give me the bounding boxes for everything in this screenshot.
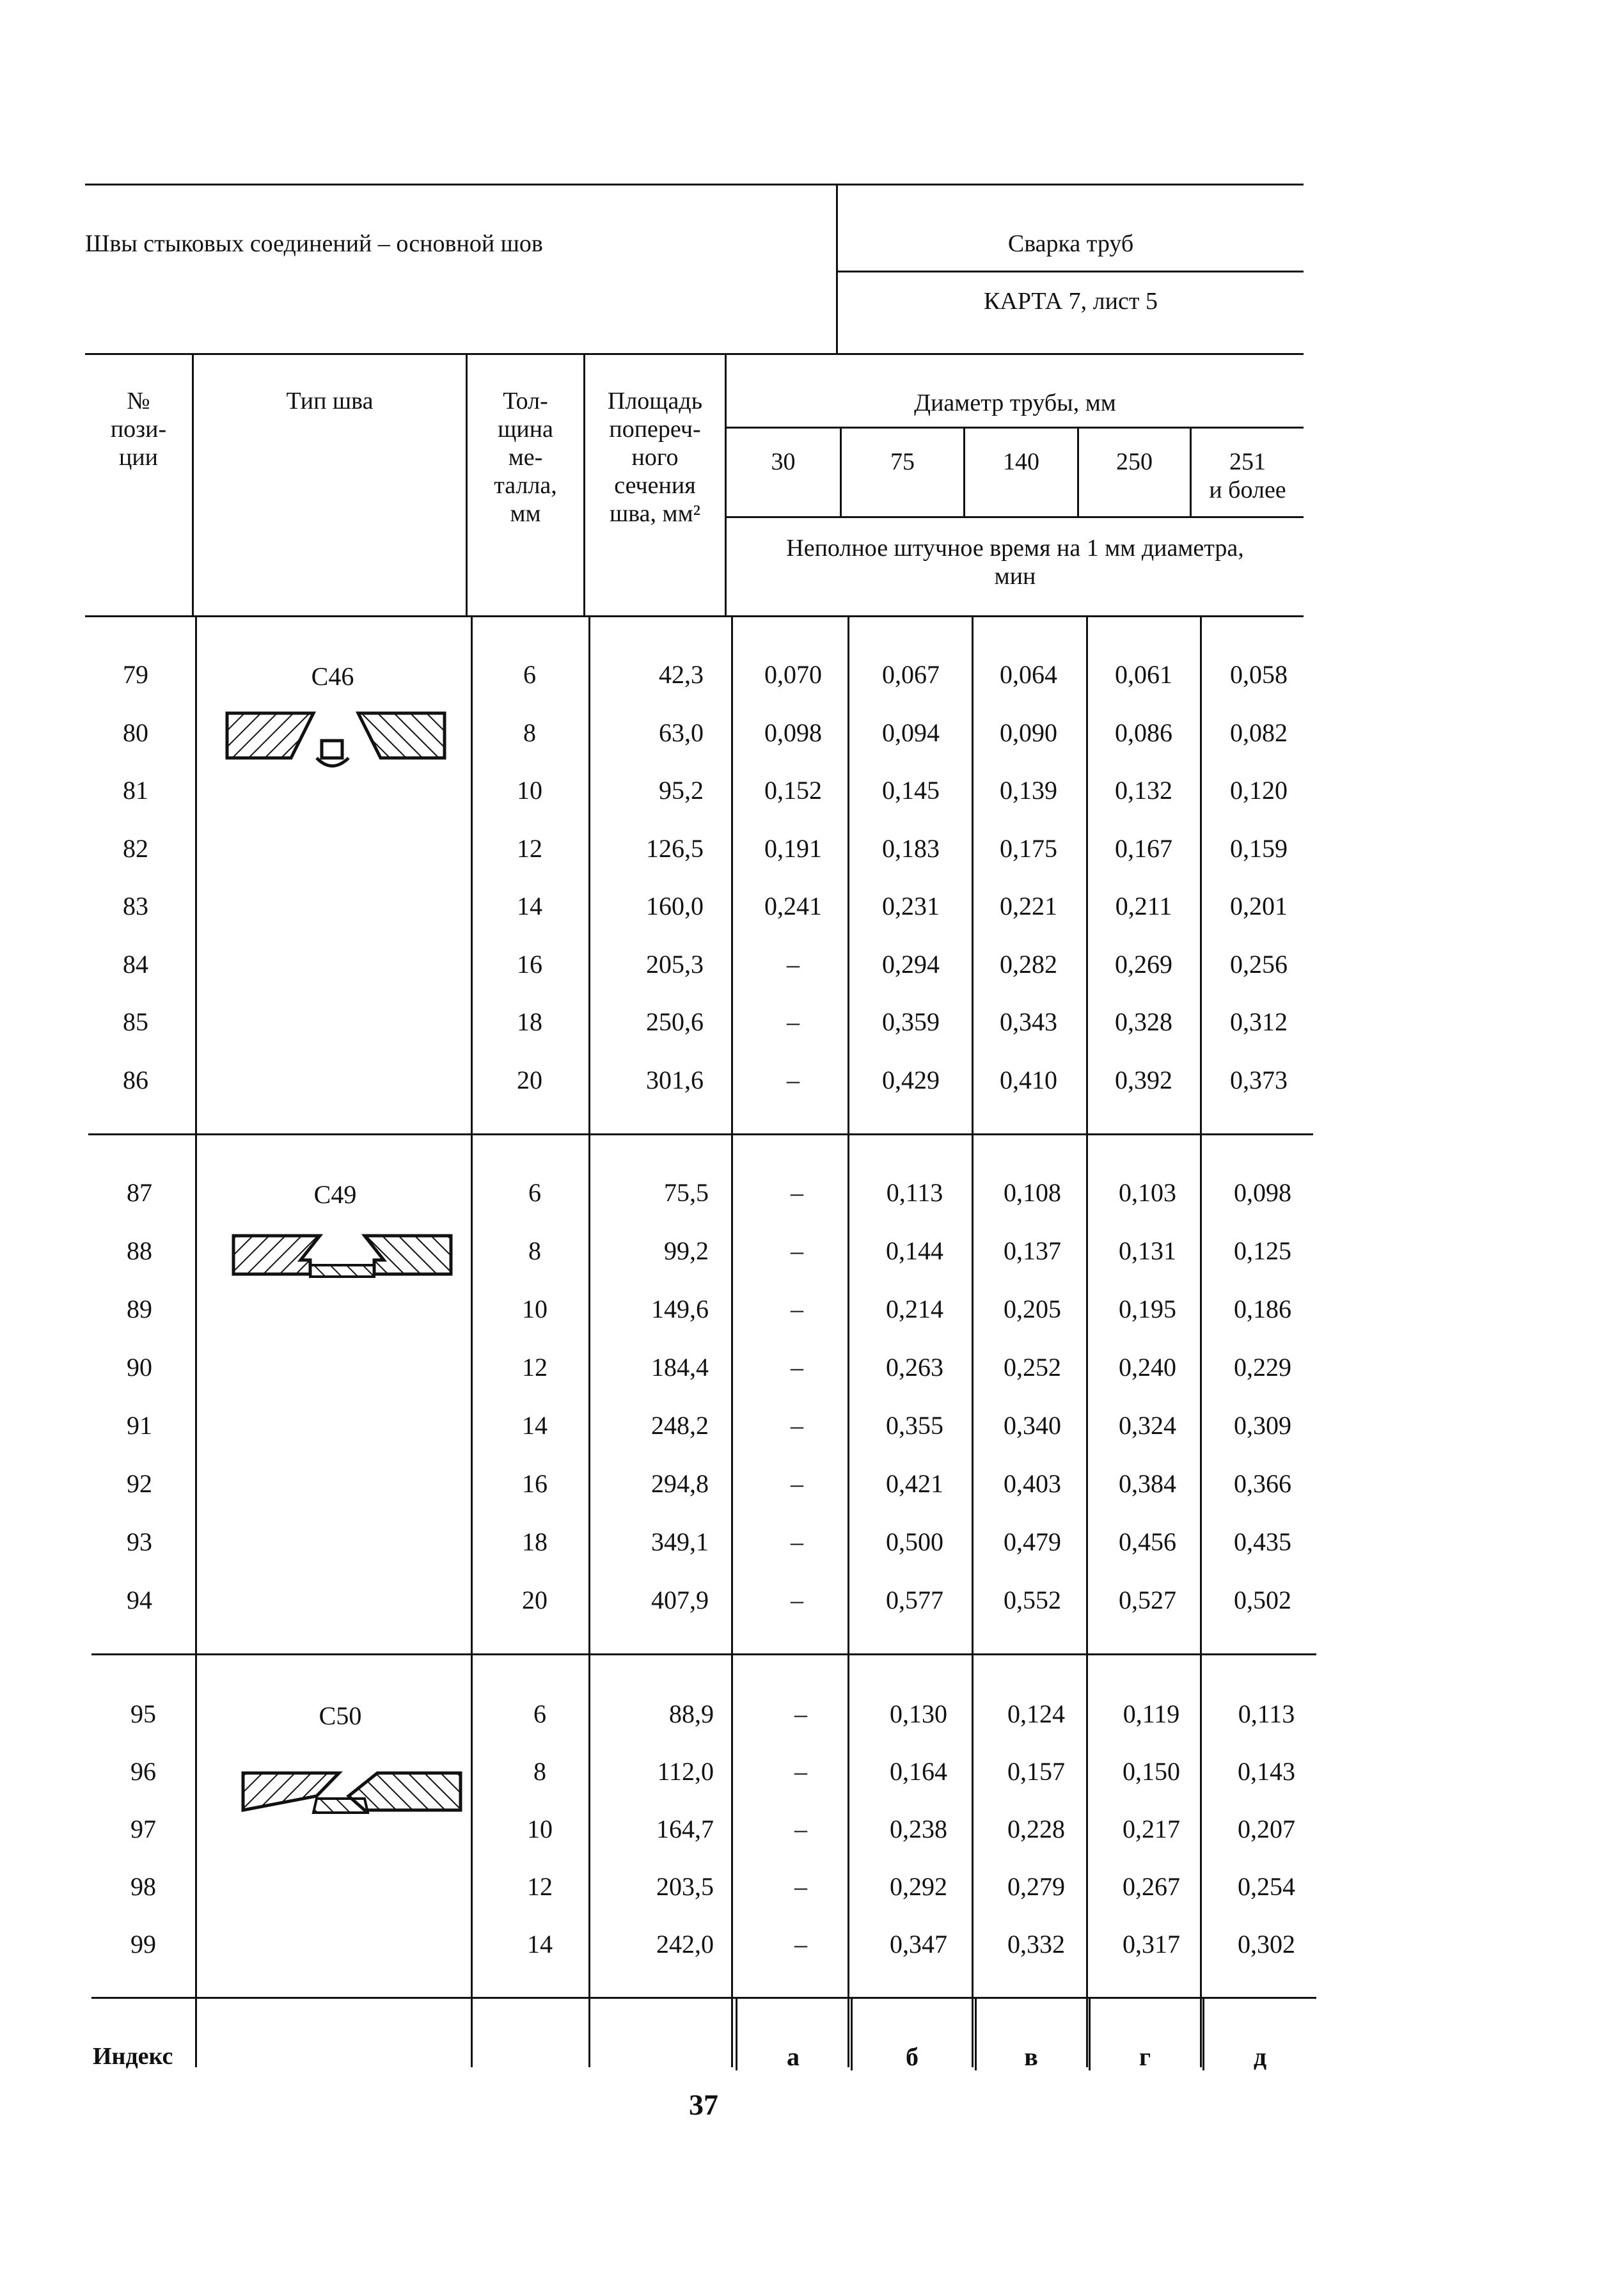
time-value: 0,144: [886, 1236, 943, 1265]
position-number: 94: [127, 1586, 152, 1614]
metal-thickness: 18: [517, 1007, 542, 1036]
position-number: 91: [127, 1411, 152, 1440]
time-value: 0,159: [1230, 834, 1288, 863]
cross-section-area: 75,5: [664, 1178, 709, 1207]
diameter-250: 250: [1116, 448, 1153, 475]
cross-section-area: 42,3: [659, 660, 704, 689]
weld-joint-c49-icon: [227, 1228, 457, 1286]
metal-thickness: 12: [517, 834, 542, 863]
time-value: 0,175: [1000, 834, 1057, 863]
time-value: 0,384: [1119, 1469, 1176, 1498]
metal-thickness: 10: [522, 1295, 548, 1323]
time-value: 0,312: [1230, 1007, 1288, 1036]
time-value: 0,410: [1000, 1066, 1057, 1094]
time-value: 0,086: [1115, 718, 1172, 747]
weld-type-c49: С49: [313, 1180, 357, 1209]
time-value: 0,217: [1123, 1815, 1180, 1843]
table-top-rule: [85, 353, 1304, 355]
time-value: –: [791, 1236, 803, 1265]
section-title: Швы стыковых соединений – основной шов: [85, 230, 543, 257]
body-col-divider-8: [1200, 615, 1202, 2067]
position-number: 89: [127, 1295, 152, 1323]
position-number: 81: [123, 776, 148, 805]
index-label: Индекс: [93, 2043, 173, 2070]
time-value: –: [791, 1411, 803, 1440]
metal-thickness: 12: [527, 1872, 553, 1901]
position-number: 84: [123, 950, 148, 979]
time-value: 0,090: [1000, 718, 1057, 747]
metal-thickness: 10: [517, 776, 542, 805]
time-value: 0,500: [886, 1527, 943, 1556]
header-bottom-rule: [85, 615, 1304, 617]
metal-thickness: 18: [522, 1527, 548, 1556]
column-header-diameter: Диаметр трубы, мм: [914, 390, 1116, 416]
time-value: 0,201: [1230, 892, 1288, 920]
time-value: 0,279: [1007, 1872, 1065, 1901]
position-number: 83: [123, 892, 148, 920]
card-reference: КАРТА 7, лист 5: [984, 288, 1158, 315]
topic-title: Сварка труб: [1007, 230, 1134, 257]
time-value: –: [787, 1066, 800, 1094]
time-value: 0,479: [1004, 1527, 1061, 1556]
time-value: 0,269: [1115, 950, 1172, 979]
time-value: 0,332: [1007, 1930, 1065, 1959]
time-value: 0,113: [1238, 1699, 1295, 1728]
index-divider-1: [736, 1997, 737, 2070]
cross-section-area: 164,7: [656, 1815, 714, 1843]
time-value: 0,108: [1004, 1178, 1061, 1207]
time-value: 0,211: [1115, 892, 1172, 920]
position-number: 98: [130, 1872, 156, 1901]
metal-thickness: 6: [528, 1178, 541, 1207]
group-rule-2: [91, 1653, 1316, 1655]
time-value: –: [787, 950, 800, 979]
time-value: 0,067: [882, 660, 940, 689]
time-value: 0,167: [1115, 834, 1172, 863]
position-number: 80: [123, 718, 148, 747]
time-value: 0,231: [882, 892, 940, 920]
time-value: 0,113: [886, 1178, 943, 1207]
cross-section-area: 349,1: [651, 1527, 709, 1556]
time-value: 0,229: [1234, 1353, 1291, 1382]
position-number: 79: [123, 660, 148, 689]
time-value: 0,355: [886, 1411, 943, 1440]
time-value: –: [794, 1757, 807, 1786]
metal-thickness: 8: [523, 718, 536, 747]
time-value: 0,064: [1000, 660, 1057, 689]
metal-thickness: 8: [528, 1236, 541, 1265]
diameter-251-plus: 251 и более: [1209, 448, 1286, 503]
cross-section-area: 63,0: [659, 718, 704, 747]
column-header-position: № пози- ции: [110, 388, 167, 471]
position-number: 90: [127, 1353, 152, 1382]
metal-thickness: 6: [523, 660, 536, 689]
metal-thickness: 16: [517, 950, 542, 979]
position-number: 87: [127, 1178, 152, 1207]
time-value: 0,527: [1119, 1586, 1176, 1614]
position-number: 93: [127, 1527, 152, 1556]
cross-section-area: 407,9: [651, 1586, 709, 1614]
cross-section-area: 294,8: [651, 1469, 709, 1498]
time-value: 0,145: [882, 776, 940, 805]
position-number: 82: [123, 834, 148, 863]
time-value: 0,139: [1000, 776, 1057, 805]
cross-section-area: 205,3: [646, 950, 704, 979]
time-value: 0,421: [886, 1469, 943, 1498]
group-rule-1: [88, 1133, 1313, 1135]
body-col-divider-6: [972, 615, 974, 2067]
time-value: 0,340: [1004, 1411, 1061, 1440]
time-value: 0,317: [1123, 1930, 1180, 1959]
weld-type-c46: С46: [311, 662, 354, 691]
time-value: 0,098: [764, 718, 822, 747]
body-col-divider-2: [471, 615, 473, 2067]
time-value: –: [791, 1469, 803, 1498]
index-b: б: [906, 2042, 918, 2071]
position-number: 92: [127, 1469, 152, 1498]
cross-section-area: 250,6: [646, 1007, 704, 1036]
time-value: –: [791, 1178, 803, 1207]
time-value: –: [794, 1872, 807, 1901]
time-value: 0,302: [1238, 1930, 1295, 1959]
time-value: 0,347: [890, 1930, 947, 1959]
time-value: 0,292: [890, 1872, 947, 1901]
time-value: 0,094: [882, 718, 940, 747]
body-col-divider-7: [1086, 615, 1088, 2067]
time-value: 0,294: [882, 950, 940, 979]
metal-thickness: 16: [522, 1469, 548, 1498]
time-value: 0,267: [1123, 1872, 1180, 1901]
index-d: д: [1253, 2042, 1267, 2071]
table-bottom-rule: [91, 1997, 1316, 1999]
time-value: 0,238: [890, 1815, 947, 1843]
time-caption-rule: [725, 516, 1304, 518]
time-value: –: [794, 1930, 807, 1959]
index-a: а: [787, 2042, 800, 2071]
time-value: 0,082: [1230, 718, 1288, 747]
time-value: 0,221: [1000, 892, 1057, 920]
top-rule: [85, 184, 1304, 185]
metal-thickness: 20: [517, 1066, 542, 1094]
position-number: 96: [130, 1757, 156, 1786]
diameter-75: 75: [890, 448, 915, 475]
index-divider-5: [1202, 1997, 1204, 2070]
position-number: 97: [130, 1815, 156, 1843]
time-value: 0,254: [1238, 1872, 1295, 1901]
metal-thickness: 6: [533, 1699, 546, 1728]
time-value: 0,577: [886, 1586, 943, 1614]
time-value: 0,263: [886, 1353, 943, 1382]
position-number: 99: [130, 1930, 156, 1959]
diameter-140: 140: [1003, 448, 1039, 475]
time-caption: Неполное штучное время на 1 мм диаметра, мин: [786, 535, 1244, 590]
time-value: –: [791, 1586, 803, 1614]
body-col-divider-3: [588, 615, 590, 2067]
cross-section-area: 112,0: [657, 1757, 714, 1786]
time-value: 0,403: [1004, 1469, 1061, 1498]
time-value: 0,186: [1234, 1295, 1291, 1323]
metal-thickness: 14: [517, 892, 542, 920]
time-value: 0,309: [1234, 1411, 1291, 1440]
index-v: в: [1024, 2042, 1038, 2071]
position-number: 85: [123, 1007, 148, 1036]
column-header-area: Площадь попереч- ного сечения шва, мм²: [607, 388, 703, 527]
time-value: 0,124: [1007, 1699, 1065, 1728]
index-divider-4: [1089, 1997, 1091, 2070]
diameter-30: 30: [771, 448, 796, 475]
time-value: –: [794, 1815, 807, 1843]
time-value: 0,061: [1115, 660, 1172, 689]
time-value: 0,164: [890, 1757, 947, 1786]
time-value: 0,191: [764, 834, 822, 863]
metal-thickness: 14: [527, 1930, 553, 1959]
time-value: 0,429: [882, 1066, 940, 1094]
time-value: 0,150: [1123, 1757, 1180, 1786]
time-value: 0,130: [890, 1699, 947, 1728]
time-value: 0,256: [1230, 950, 1288, 979]
time-value: 0,392: [1115, 1066, 1172, 1094]
metal-thickness: 10: [527, 1815, 553, 1843]
time-value: 0,131: [1119, 1236, 1176, 1265]
time-value: 0,328: [1115, 1007, 1172, 1036]
cross-section-area: 248,2: [651, 1411, 709, 1440]
time-value: 0,120: [1230, 776, 1288, 805]
time-value: 0,228: [1007, 1815, 1065, 1843]
time-value: 0,366: [1234, 1469, 1291, 1498]
time-value: 0,098: [1234, 1178, 1291, 1207]
time-value: 0,502: [1234, 1586, 1291, 1614]
time-value: –: [791, 1527, 803, 1556]
time-value: –: [791, 1295, 803, 1323]
time-value: 0,343: [1000, 1007, 1057, 1036]
column-header-weld-type: Тип шва: [286, 388, 374, 414]
cross-section-area: 242,0: [656, 1930, 714, 1959]
metal-thickness: 14: [522, 1411, 548, 1440]
metal-thickness: 20: [522, 1586, 548, 1614]
time-value: 0,195: [1119, 1295, 1176, 1323]
time-value: –: [791, 1353, 803, 1382]
time-value: 0,132: [1115, 776, 1172, 805]
time-value: 0,324: [1119, 1411, 1176, 1440]
cross-section-area: 301,6: [646, 1066, 704, 1094]
time-value: 0,552: [1004, 1586, 1061, 1614]
time-value: 0,435: [1234, 1527, 1291, 1556]
time-value: 0,456: [1119, 1527, 1176, 1556]
time-value: 0,207: [1238, 1815, 1295, 1843]
time-value: 0,157: [1007, 1757, 1065, 1786]
time-value: 0,359: [882, 1007, 940, 1036]
topic-rule: [838, 271, 1304, 272]
position-number: 95: [130, 1699, 156, 1728]
cross-section-area: 149,6: [651, 1295, 709, 1323]
body-col-divider-1: [195, 615, 197, 2067]
time-value: 0,373: [1230, 1066, 1288, 1094]
cross-section-area: 99,2: [664, 1236, 709, 1265]
time-value: –: [794, 1699, 807, 1728]
cross-section-area: 126,5: [646, 834, 704, 863]
time-value: 0,282: [1000, 950, 1057, 979]
cross-section-area: 88,9: [669, 1699, 714, 1728]
position-number: 86: [123, 1066, 148, 1094]
cross-section-area: 160,0: [646, 892, 704, 920]
time-value: 0,143: [1238, 1757, 1295, 1786]
cross-section-area: 95,2: [659, 776, 704, 805]
time-value: 0,152: [764, 776, 822, 805]
time-value: 0,070: [764, 660, 822, 689]
weld-type-c50: С50: [319, 1701, 362, 1730]
page-number: 37: [689, 2088, 718, 2121]
header-divider: [836, 184, 838, 353]
index-g: г: [1139, 2042, 1151, 2071]
time-value: 0,240: [1119, 1353, 1176, 1382]
position-number: 88: [127, 1236, 152, 1265]
time-value: 0,183: [882, 834, 940, 863]
time-value: –: [787, 1007, 800, 1036]
diameter-rule: [725, 427, 1304, 429]
index-divider-2: [851, 1997, 853, 2070]
cross-section-area: 184,4: [651, 1353, 709, 1382]
weld-joint-c46-icon: [221, 704, 451, 774]
weld-joint-c50-icon: [237, 1765, 467, 1823]
metal-thickness: 12: [522, 1353, 548, 1382]
time-value: 0,103: [1119, 1178, 1176, 1207]
metal-thickness: 8: [533, 1757, 546, 1786]
time-value: 0,241: [764, 892, 822, 920]
time-value: 0,119: [1123, 1699, 1180, 1728]
time-value: 0,214: [886, 1295, 943, 1323]
cross-section-area: 203,5: [656, 1872, 714, 1901]
index-divider-3: [975, 1997, 977, 2070]
time-value: 0,205: [1004, 1295, 1061, 1323]
time-value: 0,125: [1234, 1236, 1291, 1265]
column-header-thickness: Тол- щина ме- талла, мм: [494, 388, 557, 527]
body-col-divider-5: [847, 615, 849, 2067]
time-value: 0,058: [1230, 660, 1288, 689]
body-col-divider-4: [731, 615, 733, 2067]
time-value: 0,252: [1004, 1353, 1061, 1382]
time-value: 0,137: [1004, 1236, 1061, 1265]
